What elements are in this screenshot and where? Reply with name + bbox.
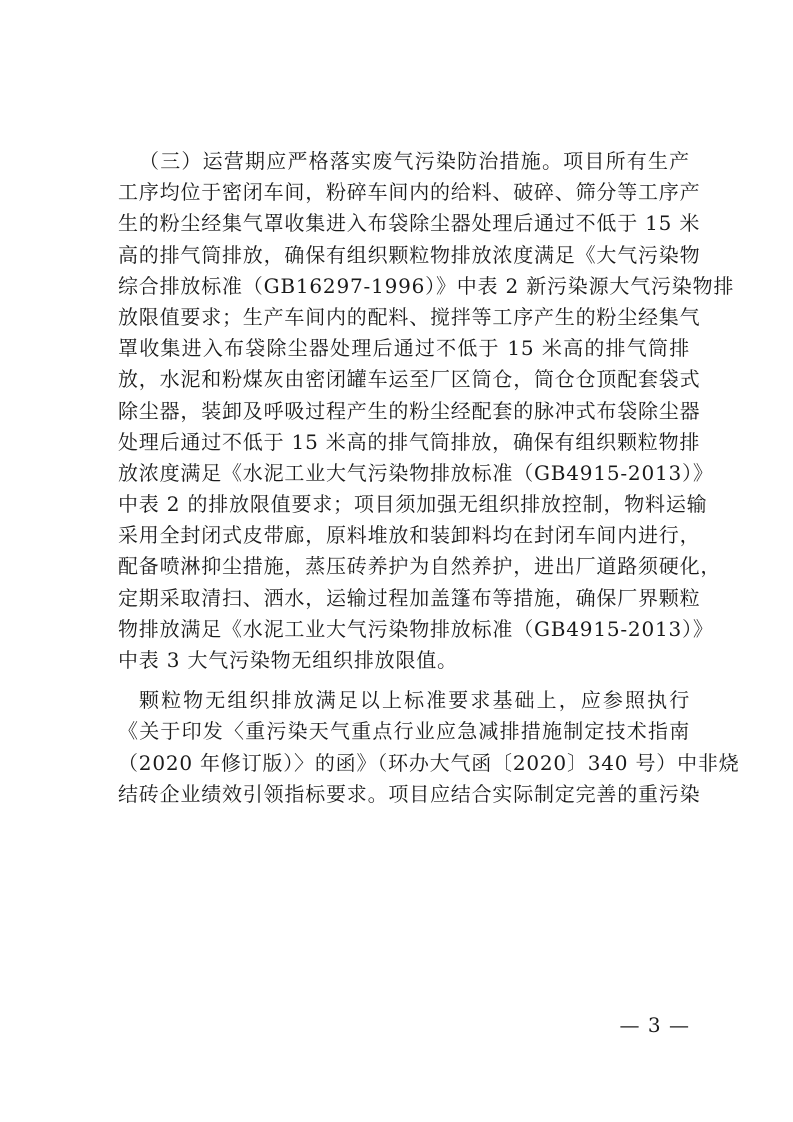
text-line: 工序均位于密闭车间，粉碎车间内的给料、破碎、筛分等工序产 [118, 180, 701, 205]
text-line: 结砖企业绩效引领指标要求。项目应结合实际制定完善的重污染 [118, 781, 701, 806]
paragraph-gap [118, 676, 690, 685]
text-line: 处理后通过不低于 15 米高的排气筒排放，确保有组织颗粒物排 [118, 429, 701, 454]
text-line: 高的排气筒排放，确保有组织颗粒物排放浓度满足《大气污染物 [118, 242, 701, 267]
text-line: 放，水泥和粉煤灰由密闭罐车运至厂区筒仓，筒仓仓顶配套袋式 [118, 367, 701, 392]
text-line: 放限值要求；生产车间内的配料、搅拌等工序产生的粉尘经集气 [118, 304, 701, 329]
paragraph-2 [118, 685, 740, 810]
text-line: 颗粒物无组织排放满足以上标准要求基础上，应参照执行 [139, 688, 690, 713]
text-line: 罩收集进入布袋除尘器处理后通过不低于 15 米高的排气筒排 [118, 336, 690, 361]
page-number: — 3 — [619, 1013, 690, 1037]
text-line: 《关于印发〈重污染天气重点行业应急减排措施制定技术指南 [118, 719, 690, 744]
text-line: 采用全封闭式皮带廊，原料堆放和装卸料均在封闭车间内进行， [118, 523, 701, 548]
text-line: 中表 2 的排放限值要求；项目须加强无组织排放控制，物料运输 [118, 492, 708, 517]
text-line: 配备喷淋抑尘措施，蒸压砖养护为自然养护，进出厂道路须硬化， [118, 554, 722, 579]
text-line: 放浓度满足《水泥工业大气污染物排放标准（GB4915-2013）》 [118, 460, 714, 485]
text-line: 定期采取清扫、洒水，运输过程加盖篷布等措施，确保厂界颗粒 [118, 585, 701, 610]
text-line: 中表 3 大气污染物无组织排放限值。 [118, 648, 458, 672]
text-line: （三）运营期应严格落实废气污染防治措施。项目所有生产 [139, 149, 690, 173]
text-line: 综合排放标准（GB16297-1996）》中表 2 新污染源大气污染物排 [118, 273, 735, 298]
text-line: 物排放满足《水泥工业大气污染物排放标准（GB4915-2013）》 [118, 616, 714, 641]
text-line: （2020 年修订版）〉的函》（环办大气函〔2020〕340 号）中非烧 [118, 750, 740, 775]
paragraph-1 [118, 146, 735, 676]
body-text [118, 146, 740, 810]
text-line: 生的粉尘经集气罩收集进入布袋除尘器处理后通过不低于 15 米 [118, 211, 701, 236]
text-line: 除尘器，装卸及呼吸过程产生的粉尘经配套的脉冲式布袋除尘器 [118, 398, 701, 423]
